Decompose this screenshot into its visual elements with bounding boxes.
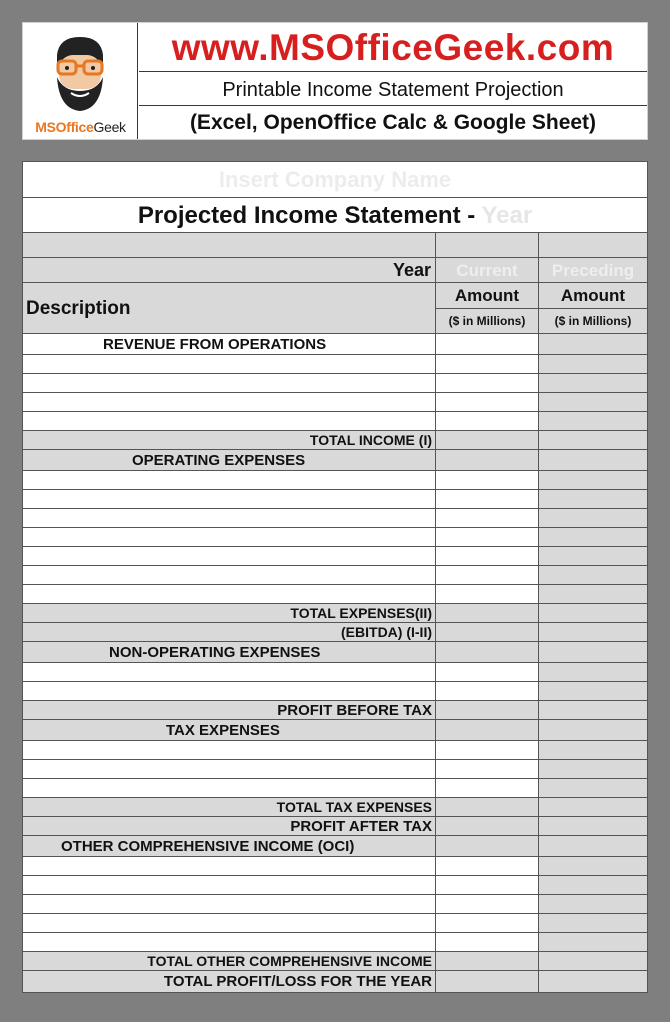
- table-row[interactable]: [23, 760, 647, 779]
- title-year[interactable]: Year: [481, 202, 533, 229]
- unit-current: ($ in Millions): [448, 314, 526, 328]
- amount-header-preceding: Amount: [539, 283, 647, 309]
- table-row[interactable]: [23, 528, 647, 547]
- table-row[interactable]: [23, 393, 647, 412]
- table-row[interactable]: [23, 779, 647, 798]
- header-subtitle-apps: (Excel, OpenOffice Calc & Google Sheet): [189, 111, 597, 134]
- logo: [23, 23, 138, 139]
- profit-after-tax-row: PROFIT AFTER TAX: [23, 817, 647, 836]
- total-expenses-row: TOTAL EXPENSES(II): [23, 604, 647, 623]
- table-row[interactable]: [23, 566, 647, 585]
- total-tax-row: TOTAL TAX EXPENSES: [23, 798, 647, 817]
- year-current[interactable]: Current: [436, 258, 539, 282]
- brand-url[interactable]: www.MSOfficeGeek.com: [139, 23, 647, 72]
- table-row[interactable]: [23, 933, 647, 952]
- statement-title: Projected Income Statement - Year: [137, 202, 533, 229]
- year-preceding[interactable]: Preceding: [539, 258, 647, 282]
- table-row[interactable]: [23, 914, 647, 933]
- year-label: Year: [23, 258, 436, 282]
- table-row[interactable]: [23, 412, 647, 431]
- table-row[interactable]: [23, 509, 647, 528]
- header-blank-row: [23, 233, 647, 258]
- table-row[interactable]: [23, 857, 647, 876]
- table-row[interactable]: [23, 374, 647, 393]
- column-header-row: [23, 283, 647, 334]
- section-tax: TAX EXPENSES: [23, 720, 647, 741]
- section-nonoperating: NON-OPERATING EXPENSES: [23, 642, 647, 663]
- total-oci-row: TOTAL OTHER COMPREHENSIVE INCOME: [23, 952, 647, 971]
- profit-before-tax-row: PROFIT BEFORE TAX: [23, 701, 647, 720]
- table-row[interactable]: [23, 547, 647, 566]
- logo-wordmark: MSOfficeGeek: [35, 119, 126, 135]
- table-row[interactable]: [23, 895, 647, 914]
- year-row: [23, 258, 647, 283]
- table-row[interactable]: [23, 663, 647, 682]
- section-operating: OPERATING EXPENSES: [23, 450, 647, 471]
- table-row[interactable]: [23, 876, 647, 895]
- table-row[interactable]: [23, 355, 647, 374]
- table-row[interactable]: [23, 741, 647, 760]
- geek-avatar-icon: [47, 33, 113, 117]
- description-header: Description: [23, 283, 436, 333]
- ebitda-row: (EBITDA) (I-II): [23, 623, 647, 642]
- table-row[interactable]: [23, 490, 647, 509]
- header-subtitle: Printable Income Statement Projection: [139, 73, 647, 106]
- total-income-row: TOTAL INCOME (I): [23, 431, 647, 450]
- amount-header-current: Amount: [436, 283, 538, 309]
- table-row[interactable]: [23, 682, 647, 701]
- header-banner: [22, 22, 648, 140]
- table-row[interactable]: [23, 471, 647, 490]
- income-statement-sheet: [22, 161, 648, 993]
- company-name[interactable]: Insert Company Name: [218, 167, 452, 192]
- section-revenue: REVENUE FROM OPERATIONS: [23, 334, 647, 355]
- section-oci: OTHER COMPREHENSIVE INCOME (OCI): [23, 836, 647, 857]
- unit-preceding: ($ in Millions): [554, 314, 632, 328]
- total-profit-row: TOTAL PROFIT/LOSS FOR THE YEAR: [23, 971, 647, 992]
- table-row[interactable]: [23, 585, 647, 604]
